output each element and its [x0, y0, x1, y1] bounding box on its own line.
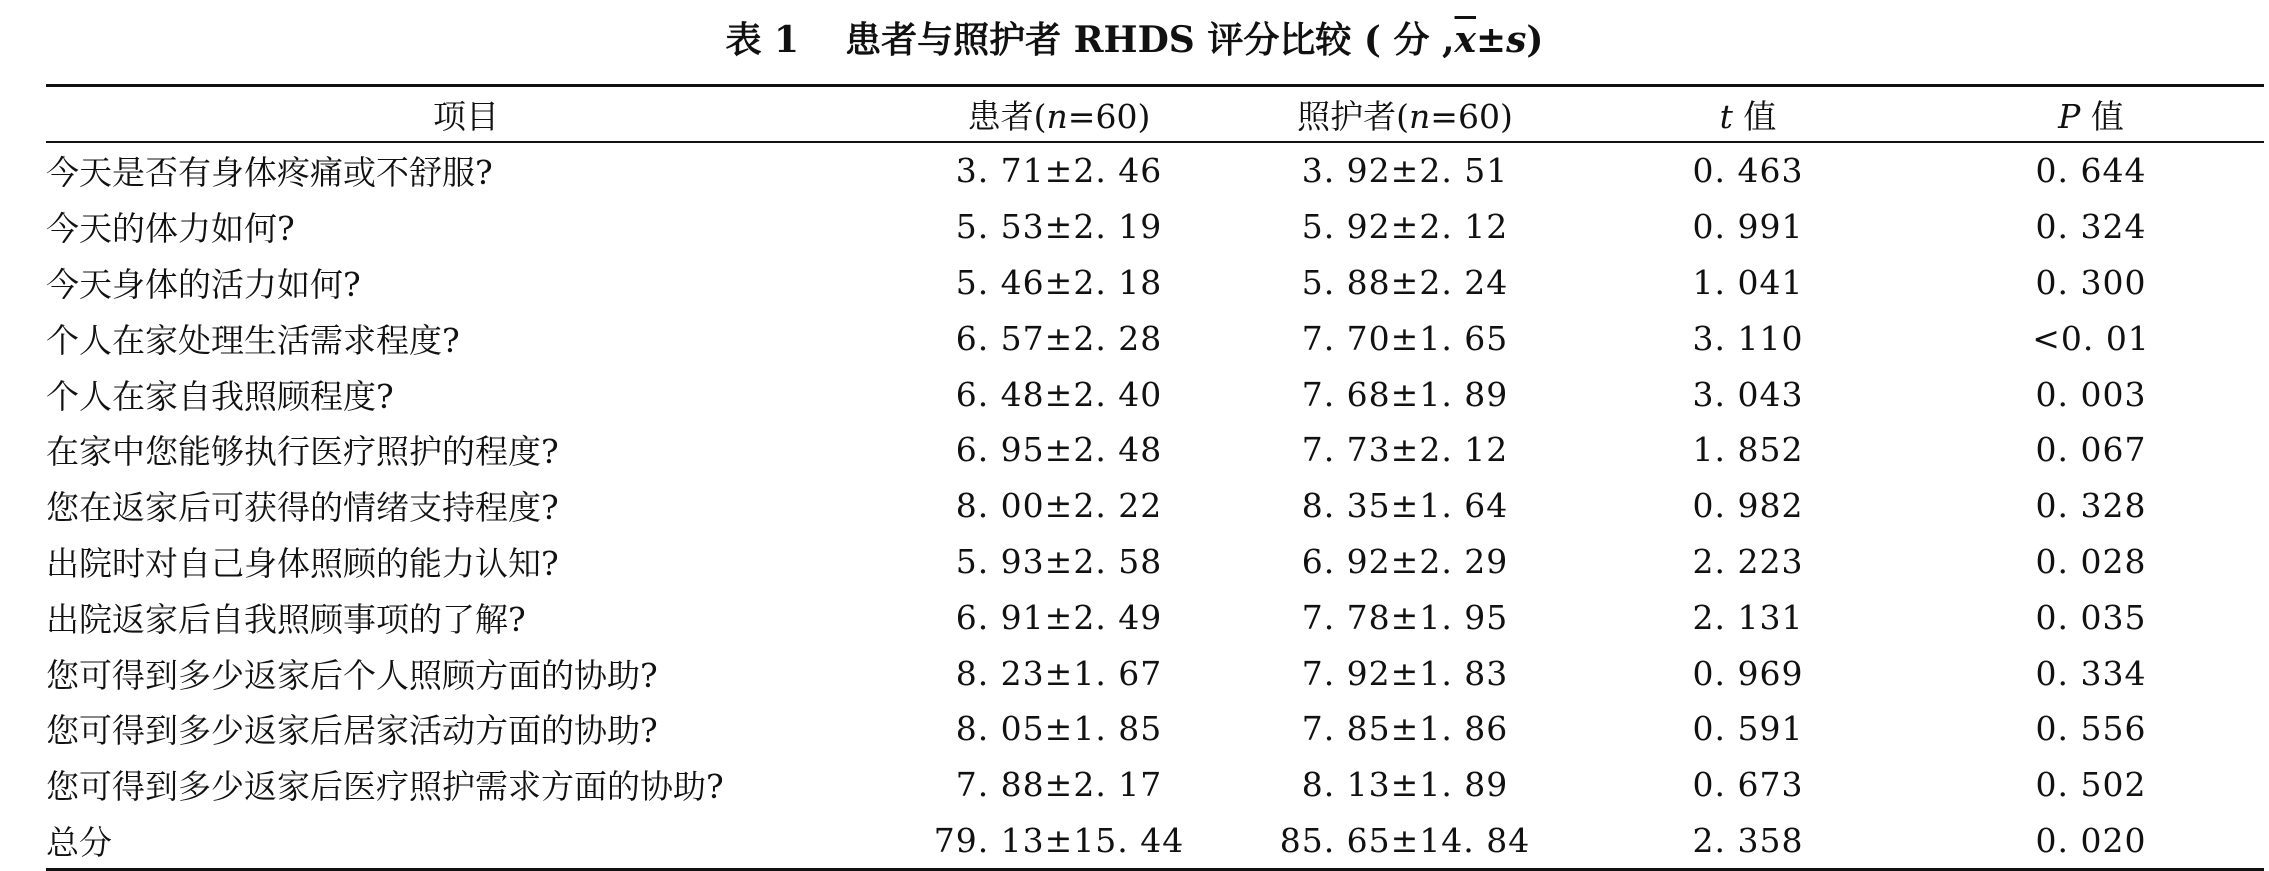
cell-item: 今天身体的活力如何? [46, 264, 361, 304]
header-patient-label: 患者( [967, 96, 1047, 136]
cell-t: 1. 852 [1692, 430, 1804, 470]
cell-t: 0. 969 [1692, 653, 1804, 693]
cell-patient: 8. 00±2. 22 [955, 486, 1163, 526]
table-row [46, 142, 2264, 199]
cell-item: 您可得到多少返家后个人照顾方面的协助? [46, 655, 658, 695]
cell-t: 2. 131 [1692, 597, 1804, 637]
cell-p: 0. 035 [2035, 597, 2147, 637]
cell-t: 3. 043 [1692, 374, 1804, 414]
cell-item: 今天的体力如何? [46, 209, 295, 249]
table-row [46, 366, 2264, 422]
cell-p: 0. 067 [2035, 430, 2147, 470]
cell-caregiver: 7. 70±1. 65 [1301, 318, 1509, 358]
cell-item: 今天是否有身体疼痛或不舒服? [46, 153, 493, 193]
cell-patient: 6. 91±2. 49 [955, 597, 1163, 637]
table-row [46, 757, 2264, 813]
cell-p: 0. 644 [2035, 151, 2147, 191]
cell-patient: 3. 71±2. 46 [955, 151, 1163, 191]
cell-p: 0. 502 [2035, 765, 2147, 805]
cell-p: 0. 556 [2035, 709, 2147, 749]
cell-t: 2. 223 [1692, 541, 1804, 581]
header-patient-n: n [1046, 96, 1068, 136]
cell-p: 0. 334 [2035, 653, 2147, 693]
cell-caregiver: 5. 88±2. 24 [1301, 262, 1509, 302]
header-t-symbol: t [1719, 96, 1733, 136]
cell-p: <0. 01 [2032, 318, 2150, 358]
cell-item: 个人在家自我照顾程度? [46, 376, 394, 416]
cell-item: 总分 [46, 822, 112, 862]
cell-p: 0. 003 [2035, 374, 2147, 414]
header-caregiver [1232, 86, 1578, 143]
cell-patient: 7. 88±2. 17 [955, 765, 1163, 805]
cell-item: 出院返家后自我照顾事项的了解? [46, 599, 526, 639]
cell-t: 1. 041 [1692, 262, 1804, 302]
cell-patient: 8. 23±1. 67 [955, 653, 1163, 693]
cell-caregiver: 7. 92±1. 83 [1301, 653, 1509, 693]
cell-caregiver: 7. 85±1. 86 [1301, 709, 1509, 749]
table-row [46, 199, 2264, 255]
cell-patient: 6. 48±2. 40 [955, 374, 1163, 414]
table-row [46, 589, 2264, 645]
rhds-comparison-table [46, 84, 2264, 871]
cell-patient: 5. 46±2. 18 [955, 262, 1163, 302]
table-row [46, 310, 2264, 366]
cell-patient: 8. 05±1. 85 [955, 709, 1163, 749]
cell-caregiver: 7. 78±1. 95 [1301, 597, 1509, 637]
header-caregiver-label: 照护者( [1297, 96, 1410, 136]
table-row [46, 534, 2264, 590]
header-t-value [1578, 86, 1918, 143]
cell-p: 0. 020 [2035, 820, 2147, 860]
cell-caregiver: 8. 13±1. 89 [1301, 765, 1509, 805]
caption-unit-open: ( 分 , [1363, 19, 1455, 61]
table-title: 患者与照护者 RHDS 评分比较 [845, 19, 1352, 61]
cell-t: 0. 991 [1692, 207, 1804, 247]
caption-xbar: $\overline{x}$ [1454, 19, 1476, 61]
cell-p: 0. 028 [2035, 541, 2147, 581]
caption-pm-s: ±s [1475, 19, 1527, 61]
cell-caregiver: 5. 92±2. 12 [1301, 207, 1509, 247]
table-header-row [46, 86, 2264, 143]
cell-p: 0. 300 [2035, 262, 2147, 302]
cell-item: 在家中您能够执行医疗照护的程度? [46, 432, 559, 472]
header-item: 项目 [433, 96, 499, 136]
cell-item: 出院时对自己身体照顾的能力认知? [46, 543, 559, 583]
header-patient-eq: =60) [1067, 96, 1151, 136]
header-t-word: 值 [1732, 96, 1777, 136]
table-row [46, 478, 2264, 534]
cell-patient: 79. 13±15. 44 [933, 820, 1185, 860]
cell-patient: 6. 57±2. 28 [955, 318, 1163, 358]
table-row-total [46, 813, 2264, 870]
cell-caregiver: 85. 65±14. 84 [1279, 820, 1531, 860]
cell-t: 3. 110 [1692, 318, 1804, 358]
header-p-symbol: P [2058, 96, 2081, 136]
cell-caregiver: 6. 92±2. 29 [1301, 541, 1509, 581]
table-row [46, 645, 2264, 701]
cell-patient: 6. 95±2. 48 [955, 430, 1163, 470]
cell-patient: 5. 93±2. 58 [955, 541, 1163, 581]
table-caption [0, 10, 2269, 71]
cell-t: 0. 463 [1692, 151, 1804, 191]
header-caregiver-eq: =60) [1430, 96, 1513, 136]
table-label: 表 1 [725, 19, 800, 61]
cell-caregiver: 3. 92±2. 51 [1301, 151, 1509, 191]
cell-item: 您可得到多少返家后医疗照护需求方面的协助? [46, 767, 724, 807]
header-caregiver-n: n [1409, 96, 1431, 136]
header-patient [886, 86, 1232, 143]
cell-t: 2. 358 [1692, 820, 1804, 860]
cell-caregiver: 8. 35±1. 64 [1301, 486, 1509, 526]
cell-caregiver: 7. 73±2. 12 [1301, 430, 1509, 470]
table-row [46, 701, 2264, 757]
cell-t: 0. 591 [1692, 709, 1804, 749]
header-p-word: 值 [2080, 96, 2124, 136]
header-p-value [1918, 86, 2264, 143]
caption-unit-close: ) [1526, 19, 1544, 61]
cell-p: 0. 324 [2035, 207, 2147, 247]
cell-t: 0. 982 [1692, 486, 1804, 526]
cell-caregiver: 7. 68±1. 89 [1301, 374, 1509, 414]
table-row [46, 255, 2264, 311]
cell-patient: 5. 53±2. 19 [955, 207, 1163, 247]
cell-item: 您可得到多少返家后居家活动方面的协助? [46, 711, 658, 751]
table-row [46, 422, 2264, 478]
cell-item: 您在返家后可获得的情绪支持程度? [46, 488, 559, 528]
cell-p: 0. 328 [2035, 486, 2147, 526]
cell-t: 0. 673 [1692, 765, 1804, 805]
cell-item: 个人在家处理生活需求程度? [46, 320, 460, 360]
